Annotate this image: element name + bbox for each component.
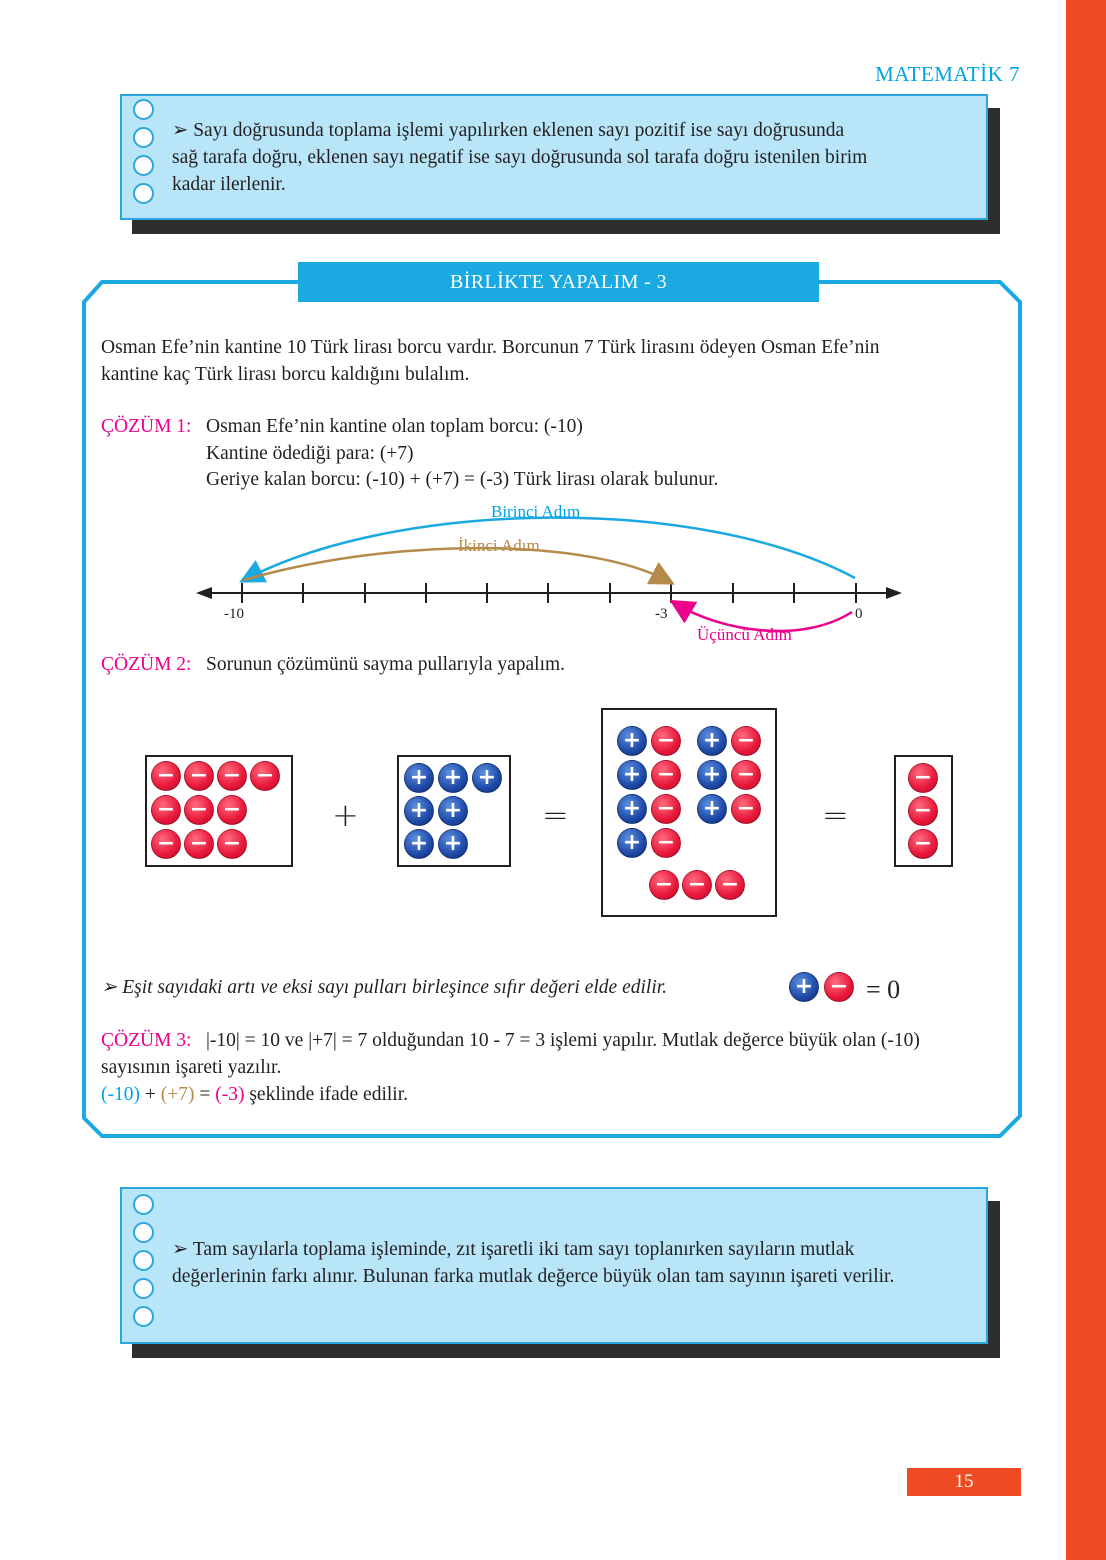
negative-chip-icon: −	[682, 870, 712, 900]
solution1-label: ÇÖZÜM 1:	[101, 416, 192, 437]
page-number: 15	[907, 1468, 1021, 1496]
solution1-line: Geriye kalan borcu: (-10) + (+7) = (-3) Türk lirası olarak bulunur.	[206, 469, 719, 490]
negative-chip-icon: −	[731, 760, 761, 790]
negative-chip-icon: −	[184, 829, 214, 859]
solution3-label: ÇÖZÜM 3:	[101, 1030, 192, 1051]
negative-chip-icon: −	[651, 760, 681, 790]
solution1-line: Kantine ödediği para: (+7)	[206, 443, 414, 464]
note-text-line: kadar ilerlenir.	[172, 174, 286, 195]
positive-chip-icon: +	[438, 829, 468, 859]
equals-operator: =	[542, 796, 569, 834]
negative-chip-icon: −	[731, 726, 761, 756]
binder-ring-icon	[133, 1194, 154, 1215]
plus-operator: +	[332, 796, 359, 834]
book-title: MATEMATİK 7	[875, 62, 1020, 86]
step3-label: Üçüncü Adım	[697, 625, 792, 644]
expr-tail: şeklinde ifade edilir.	[244, 1084, 409, 1105]
negative-chip-icon: −	[151, 761, 181, 791]
positive-chip-icon: +	[438, 763, 468, 793]
binder-ring-icon	[133, 1222, 154, 1243]
step2-label: İkinci Adım	[458, 536, 540, 555]
negative-chip-icon: −	[649, 870, 679, 900]
expr-term-a: (-10)	[101, 1084, 140, 1105]
note-text-line: ➢ Tam sayılarla toplama işleminde, zıt işaretli iki tam sayı toplanırken sayıların mutlak	[172, 1239, 855, 1260]
positive-chip-icon: +	[617, 760, 647, 790]
number-line	[0, 0, 1106, 700]
negative-chip-icon: −	[908, 763, 938, 793]
negative-chip-icon: −	[151, 795, 181, 825]
problem-text-line: kantine kaç Türk lirası borcu kaldığını bulalım.	[101, 364, 470, 385]
step1-label: Birinci Adım	[491, 502, 581, 521]
expr-term-b: (+7)	[160, 1084, 195, 1105]
note-text-line: sağ tarafa doğru, eklenen sayı negatif ise sayı doğrusunda sol tarafa doğru istenilen birim	[172, 147, 868, 168]
zero-pair-result: = 0	[866, 975, 901, 1004]
zero-pair-note: ➢ Eşit sayıdaki artı ve eksi sayı pulları birleşince sıfır değeri elde edilir.	[101, 977, 668, 998]
positive-chip-icon: +	[404, 763, 434, 793]
binder-ring-icon	[133, 1278, 154, 1299]
positive-chip-icon: +	[404, 829, 434, 859]
positive-chip-icon: +	[472, 763, 502, 793]
positive-chip-icon: +	[697, 794, 727, 824]
solution3-line: |-10| = 10 ve |+7| = 7 olduğundan 10 - 7 = 3 işlemi yapılır. Mutlak değerce büyük olan (-10)	[206, 1030, 920, 1051]
problem-text-line: Osman Efe’nin kantine 10 Türk lirası borcu vardır. Borcunun 7 Türk lirasını ödeyen Osman Efe’nin	[101, 337, 880, 358]
note-box-bottom	[120, 1187, 988, 1344]
negative-chip-icon: −	[651, 828, 681, 858]
tile-box-result	[894, 755, 953, 867]
positive-chip-icon: +	[789, 972, 819, 1002]
negative-chip-icon: −	[151, 829, 181, 859]
equals-operator: =	[822, 796, 849, 834]
negative-chip-icon: −	[651, 794, 681, 824]
negative-chip-icon: −	[731, 794, 761, 824]
negative-chip-icon: −	[184, 795, 214, 825]
solution2-label: ÇÖZÜM 2:	[101, 654, 192, 675]
positive-chip-icon: +	[404, 796, 434, 826]
activity-title: BİRLİKTE YAPALIM - 3	[298, 262, 819, 302]
positive-chip-icon: +	[438, 796, 468, 826]
negative-chip-icon: −	[824, 972, 854, 1002]
negative-chip-icon: −	[715, 870, 745, 900]
expr-op-plus: +	[139, 1084, 161, 1105]
negative-chip-icon: −	[217, 795, 247, 825]
expr-op-eq: =	[194, 1084, 216, 1105]
positive-chip-icon: +	[697, 760, 727, 790]
tile-box-positive-seven	[397, 755, 511, 867]
negative-chip-icon: −	[908, 796, 938, 826]
number-line-label: -10	[224, 606, 244, 622]
positive-chip-icon: +	[617, 828, 647, 858]
binder-ring-icon	[133, 1250, 154, 1271]
solution1-line: Osman Efe’nin kantine olan toplam borcu: (-10)	[206, 416, 583, 437]
tile-box-combined	[601, 708, 777, 917]
solution2-text: Sorunun çözümünü sayma pullarıyla yapalım.	[206, 654, 566, 675]
number-line-label: -3	[655, 606, 668, 622]
solution3-expression	[101, 1081, 408, 1108]
solution3-line: sayısının işareti yazılır.	[101, 1057, 282, 1078]
negative-chip-icon: −	[217, 761, 247, 791]
negative-chip-icon: −	[908, 829, 938, 859]
positive-chip-icon: +	[617, 726, 647, 756]
negative-chip-icon: −	[250, 761, 280, 791]
negative-chip-icon: −	[184, 761, 214, 791]
note-text-line: değerlerinin farkı alınır. Bulunan farka mutlak değerce büyük olan tam sayının işareti verilir.	[172, 1266, 895, 1287]
positive-chip-icon: +	[697, 726, 727, 756]
tile-box-negative-ten	[145, 755, 293, 867]
negative-chip-icon: −	[217, 829, 247, 859]
positive-chip-icon: +	[617, 794, 647, 824]
expr-term-c: (-3)	[215, 1084, 245, 1105]
number-line-label: 0	[855, 606, 863, 622]
binder-ring-icon	[133, 1306, 154, 1327]
note-text-line: ➢ Sayı doğrusunda toplama işlemi yapılırken eklenen sayı pozitif ise sayı doğrusunda	[172, 120, 845, 141]
negative-chip-icon: −	[651, 726, 681, 756]
